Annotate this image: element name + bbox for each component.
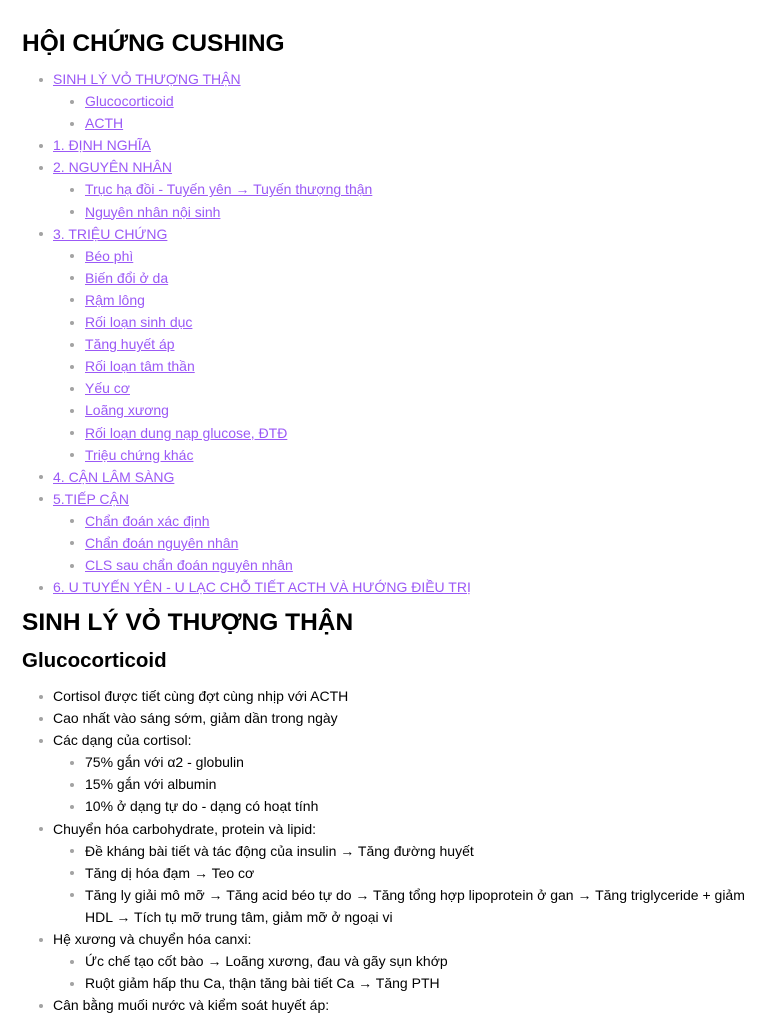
sub-list-item: Ruột giảm hấp thu Ca, thận tăng bài tiết Ca → Tăng PTH bbox=[53, 972, 746, 994]
sub-list-item: Đề kháng bài tiết và tác động của insulin → Tăng đường huyết bbox=[53, 840, 746, 862]
content-list bbox=[22, 685, 746, 1016]
toc-subitem bbox=[53, 178, 746, 200]
toc-subitem bbox=[53, 444, 746, 466]
toc-item bbox=[22, 156, 746, 222]
subsection-title: Glucocorticoid bbox=[22, 649, 167, 672]
list-item-text: Cân bằng muối nước và kiểm soát huyết áp: bbox=[53, 997, 330, 1014]
sub-list bbox=[53, 751, 746, 817]
toc-sublink[interactable]: Biến đổi ở da bbox=[85, 269, 169, 286]
list-item bbox=[22, 707, 746, 729]
toc-sublink[interactable]: Rối loạn tâm thần bbox=[85, 358, 195, 375]
toc-link[interactable]: 3. TRIỆU CHỨNG bbox=[53, 225, 168, 242]
toc-subitem bbox=[53, 245, 746, 267]
toc-item bbox=[22, 466, 746, 488]
toc-subitem bbox=[53, 355, 746, 377]
toc-sublink[interactable]: Rối loạn sinh dục bbox=[85, 314, 193, 331]
sub-list-item: Ức chế tạo cốt bào → Loãng xương, đau và gãy sụn khớp bbox=[53, 950, 746, 972]
toc-sublink[interactable]: Chẩn đoán xác định bbox=[85, 512, 210, 529]
list-item bbox=[22, 994, 746, 1016]
toc-sublist bbox=[53, 245, 746, 466]
sub-list-item: 75% gắn với α2 - globulin bbox=[53, 751, 746, 773]
list-item-text: Chuyển hóa carbohydrate, protein và lipid: bbox=[53, 820, 317, 837]
sub-list-item: Tăng dị hóa đạm → Teo cơ bbox=[53, 862, 746, 884]
list-item-text: Cortisol được tiết cùng đợt cùng nhịp với ACTH bbox=[53, 688, 349, 704]
toc-subitem bbox=[53, 554, 746, 576]
toc-subitem bbox=[53, 333, 746, 355]
page-title: HỘI CHỨNG CUSHING bbox=[22, 30, 285, 57]
toc-subitem bbox=[53, 112, 746, 134]
toc-link[interactable]: 2. NGUYÊN NHÂN bbox=[53, 159, 173, 176]
toc-sublink[interactable]: Nguyên nhân nội sinh bbox=[85, 203, 221, 220]
list-item bbox=[22, 729, 746, 817]
toc-sublink[interactable]: Tăng huyết áp bbox=[85, 336, 175, 353]
toc-sublink[interactable]: Trục hạ đồi - Tuyến yên → Tuyến thượng thận bbox=[85, 181, 373, 198]
toc-link[interactable]: 5.TIẾP CẬN bbox=[53, 490, 129, 507]
toc-item bbox=[22, 488, 746, 576]
toc-subitem bbox=[53, 90, 746, 112]
toc-subitem bbox=[53, 399, 746, 421]
toc-sublink[interactable]: CLS sau chẩn đoán nguyên nhân bbox=[85, 557, 293, 574]
sub-list bbox=[53, 950, 746, 994]
list-item-text: Các dạng của cortisol: bbox=[53, 732, 192, 749]
toc-subitem bbox=[53, 201, 746, 223]
toc-link[interactable]: 1. ĐỊNH NGHĨA bbox=[53, 137, 152, 154]
toc-sublink[interactable]: Chẩn đoán nguyên nhân bbox=[85, 534, 239, 551]
toc-sublist bbox=[53, 178, 746, 222]
toc-sublink[interactable]: ACTH bbox=[85, 115, 124, 132]
sub-list-item: 10% ở dạng tự do - dạng có hoạt tính bbox=[53, 795, 746, 817]
toc-subitem bbox=[53, 377, 746, 399]
toc-link[interactable]: SINH LÝ VỎ THƯỢNG THẬN bbox=[53, 71, 241, 87]
toc-subitem bbox=[53, 532, 746, 554]
list-item bbox=[22, 685, 746, 707]
toc-link[interactable]: 6. U TUYẾN YÊN - U LẠC CHỖ TIẾT ACTH VÀ HƯỚNG ĐIỀU TRỊ bbox=[53, 579, 471, 596]
toc-sublink[interactable]: Yếu cơ bbox=[85, 380, 130, 397]
toc-sublink[interactable]: Rối loạn dung nạp glucose, ĐTĐ bbox=[85, 424, 288, 441]
list-item bbox=[22, 928, 746, 994]
toc-list bbox=[22, 68, 746, 598]
toc-sublink[interactable]: Triệu chứng khác bbox=[85, 446, 194, 463]
toc-sublink[interactable]: Glucocorticoid bbox=[85, 93, 174, 110]
section-content bbox=[22, 685, 746, 1016]
toc-subitem bbox=[53, 311, 746, 333]
toc-item bbox=[22, 576, 746, 598]
section-title: SINH LÝ VỎ THƯỢNG THẬN bbox=[22, 609, 354, 636]
sub-list-item: Tăng ly giải mô mỡ → Tăng acid béo tự do → Tăng tổng hợp lipoprotein ở gan → Tăng triglyceride + giảm HDL → Tích tụ mỡ trung tâm, giảm mỡ ở ngoại vi bbox=[53, 884, 746, 928]
table-of-contents bbox=[22, 68, 746, 598]
list-item bbox=[22, 818, 746, 928]
toc-subitem bbox=[53, 510, 746, 532]
toc-sublist bbox=[53, 510, 746, 576]
sub-list-item: 15% gắn với albumin bbox=[53, 773, 746, 795]
toc-item bbox=[22, 223, 746, 466]
sub-list bbox=[53, 840, 746, 928]
toc-sublink[interactable]: Loãng xương bbox=[85, 402, 169, 419]
list-item-text: Hệ xương và chuyển hóa canxi: bbox=[53, 931, 252, 948]
toc-sublink[interactable]: Béo phì bbox=[85, 247, 134, 264]
toc-link[interactable]: 4. CẬN LÂM SÀNG bbox=[53, 468, 175, 485]
toc-item bbox=[22, 68, 746, 134]
list-item-text: Cao nhất vào sáng sớm, giảm dần trong ngày bbox=[53, 710, 338, 727]
toc-item bbox=[22, 134, 746, 156]
toc-subitem bbox=[53, 422, 746, 444]
toc-sublink[interactable]: Rậm lông bbox=[85, 291, 145, 308]
toc-subitem bbox=[53, 267, 746, 289]
toc-sublist bbox=[53, 90, 746, 134]
toc-subitem bbox=[53, 289, 746, 311]
